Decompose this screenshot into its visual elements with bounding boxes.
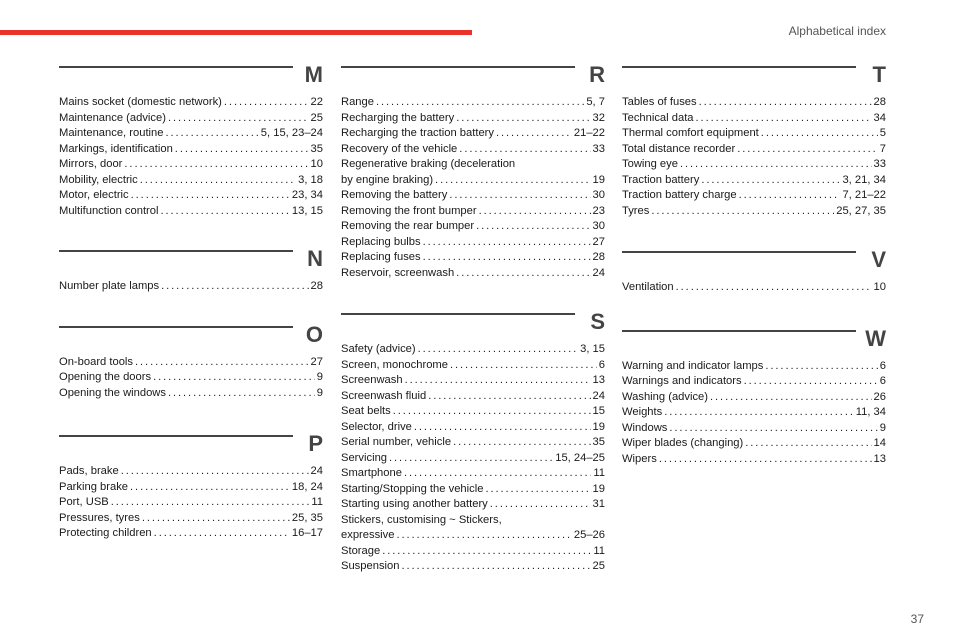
index-entry — [341, 126, 605, 142]
entry-pages: 25 — [592, 560, 605, 572]
entry-term: Thermal comfort equipment — [622, 127, 759, 139]
dot-leader — [168, 386, 315, 402]
entry-pages: 9 — [879, 421, 886, 434]
entry-term: Screenwash — [341, 374, 403, 386]
index-entry — [341, 358, 605, 374]
index-section — [59, 320, 323, 402]
entry-pages: 6 — [879, 359, 886, 372]
entry-term: Safety (advice) — [341, 343, 416, 355]
index-entry — [59, 480, 323, 496]
dot-leader — [393, 404, 591, 420]
dot-leader — [435, 173, 591, 189]
section-header — [622, 60, 886, 88]
dot-leader — [224, 95, 309, 111]
entry-term: Maintenance (advice) — [59, 111, 166, 124]
index-entry — [59, 511, 323, 527]
dot-leader — [135, 355, 309, 371]
entry-term: Markings, identification — [59, 142, 173, 155]
index-entry — [622, 280, 886, 296]
entry-pages: 19 — [592, 482, 605, 495]
dot-leader — [175, 142, 309, 158]
index-entry — [59, 279, 323, 295]
dot-leader — [382, 544, 591, 560]
index-entry — [622, 173, 886, 189]
section-rule — [59, 66, 293, 68]
entry-term: Towing eye — [622, 158, 678, 170]
index-entry — [622, 405, 886, 421]
index-entry — [622, 126, 886, 142]
index-entry — [341, 342, 605, 358]
entry-term: Traction battery — [622, 173, 700, 186]
index-section — [59, 429, 323, 542]
entry-term: Windows — [622, 421, 668, 434]
dot-leader — [404, 466, 591, 482]
dot-leader — [450, 358, 597, 374]
entry-pages: 3, 18 — [298, 173, 323, 186]
dot-leader — [696, 111, 872, 127]
index-entry — [341, 173, 605, 189]
index-entry — [59, 495, 323, 511]
entry-term: Pressures, tyres — [59, 511, 140, 524]
section-header — [59, 244, 323, 272]
entry-pages: 34 — [873, 111, 886, 124]
entry-term: Smartphone — [341, 467, 402, 479]
dot-leader — [401, 559, 590, 575]
index-entry — [341, 528, 605, 544]
dot-leader — [739, 188, 841, 204]
entry-term: Wipers — [622, 452, 657, 465]
dot-leader — [111, 495, 310, 511]
entry-term: Opening the doors — [59, 371, 152, 383]
entry-pages: 27 — [592, 235, 605, 248]
entry-pages: 3, 15 — [580, 343, 605, 355]
index-entry — [59, 188, 323, 204]
entry-term: Total distance recorder — [622, 142, 736, 155]
dot-leader — [453, 435, 590, 451]
index-entry — [341, 544, 605, 560]
dot-leader — [664, 405, 854, 421]
entry-term: Serial number, vehicle — [341, 436, 452, 448]
dot-leader — [479, 204, 591, 220]
index-entry — [622, 157, 886, 173]
entry-term: Warnings and indicators — [622, 375, 742, 387]
entry-term: Suspension — [341, 560, 400, 572]
index-entry — [622, 188, 886, 204]
dot-leader — [168, 111, 309, 127]
dot-leader — [142, 511, 290, 527]
entry-pages: 35 — [592, 436, 605, 448]
index-entry — [59, 157, 323, 173]
entry-term: Opening the windows — [59, 386, 166, 399]
dot-leader — [496, 126, 572, 142]
section-rule — [622, 330, 856, 332]
index-entry — [341, 235, 605, 251]
entry-term: Mains socket (domestic network) — [59, 96, 222, 108]
section-rule — [622, 251, 856, 253]
index-entry — [341, 142, 605, 158]
index-entry — [341, 559, 605, 575]
dot-leader — [161, 279, 308, 295]
index-entry — [341, 389, 605, 405]
entry-pages: 32 — [592, 111, 605, 124]
section-header — [622, 324, 886, 352]
entry-pages: 27 — [310, 355, 323, 368]
entry-pages: 21–22 — [573, 127, 605, 139]
entry-pages: 5, 7 — [586, 96, 605, 108]
dot-leader — [680, 157, 872, 173]
dot-leader — [124, 157, 308, 173]
entry-pages: 26 — [873, 390, 886, 403]
section-letter: O — [305, 321, 323, 347]
entry-term: On-board tools — [59, 355, 134, 368]
entry-pages: 19 — [592, 420, 605, 433]
entry-term: Selector, drive — [341, 420, 412, 433]
dot-leader — [396, 528, 571, 544]
entry-pages: 25–26 — [573, 529, 605, 541]
dot-leader — [476, 219, 590, 235]
dot-leader — [376, 95, 584, 111]
dot-leader — [130, 480, 290, 496]
entry-term: Starting using another battery — [341, 498, 488, 510]
section-rule — [59, 250, 293, 252]
index-entry — [59, 173, 323, 189]
section-header — [59, 429, 323, 457]
entry-pages: 9 — [316, 386, 323, 399]
section-header — [59, 320, 323, 348]
dot-leader — [490, 497, 591, 513]
index-entry — [59, 95, 323, 111]
index-entry — [622, 390, 886, 406]
index-column-2 — [341, 60, 605, 575]
dot-leader — [418, 342, 578, 358]
dot-leader — [405, 373, 591, 389]
dot-leader — [456, 111, 590, 127]
index-entry — [341, 250, 605, 266]
entry-pages: 19 — [592, 173, 605, 186]
entry-pages: 18, 24 — [291, 480, 323, 493]
dot-leader — [745, 436, 871, 452]
entry-pages: 7, 21–22 — [842, 189, 886, 201]
entry-pages: 3, 21, 34 — [842, 173, 886, 186]
entry-term: Recharging the battery — [341, 111, 455, 124]
dot-leader — [737, 142, 878, 158]
entry-pages: 15 — [592, 405, 605, 417]
section-letter: M — [304, 62, 323, 87]
entry-pages: 7 — [879, 142, 886, 155]
entry-term: Storage — [341, 544, 381, 557]
entry-term: Number plate lamps — [59, 280, 160, 292]
index-entry — [341, 204, 605, 220]
dot-leader — [131, 188, 290, 204]
index-entry — [341, 188, 605, 204]
entry-pages: 15, 24–25 — [555, 451, 605, 464]
entry-pages: 28 — [310, 280, 323, 292]
entry-pages: 22 — [310, 96, 323, 108]
section-header — [59, 60, 323, 88]
section-rule — [59, 435, 293, 437]
section-rule — [341, 313, 575, 315]
index-entry — [59, 370, 323, 386]
section-header — [341, 307, 605, 335]
dot-leader — [669, 421, 877, 437]
entry-term: Pads, brake — [59, 465, 119, 477]
entry-pages: 5 — [879, 127, 886, 139]
section-rule — [59, 326, 293, 328]
header-title: Alphabetical index — [788, 24, 886, 38]
index-entry — [622, 95, 886, 111]
entry-term: Parking brake — [59, 480, 129, 493]
entry-term: Recovery of the vehicle — [341, 142, 458, 155]
entry-term: Washing (advice) — [622, 390, 709, 403]
index-entry — [341, 219, 605, 235]
entry-term: Replacing fuses — [341, 251, 421, 263]
page-number: 37 — [910, 612, 924, 626]
entry-pages: 33 — [592, 142, 605, 155]
dot-leader — [154, 526, 290, 542]
entry-pages: 23, 34 — [291, 189, 323, 201]
entry-term: Starting/Stopping the vehicle — [341, 482, 484, 495]
entry-pages: 5, 15, 23–24 — [260, 127, 323, 139]
index-entry — [59, 386, 323, 402]
index-entry — [341, 404, 605, 420]
entry-term: Replacing bulbs — [341, 235, 421, 248]
section-letter: N — [307, 246, 323, 271]
index-section — [341, 60, 605, 281]
entry-pages: 6 — [879, 375, 886, 387]
index-column-1 — [59, 60, 323, 542]
dot-leader — [744, 374, 878, 390]
section-rule — [341, 66, 575, 68]
entry-pages: 28 — [592, 251, 605, 263]
section-letter: P — [308, 431, 323, 456]
index-entry — [341, 266, 605, 282]
entry-term: by engine braking) — [341, 173, 434, 186]
index-entry — [341, 497, 605, 513]
entry-pages: 11 — [593, 467, 605, 479]
section-header — [341, 60, 605, 88]
entry-term: Protecting children — [59, 527, 152, 539]
index-entry — [622, 374, 886, 390]
section-letter: V — [871, 247, 886, 272]
entry-term: Screen, monochrome — [341, 358, 448, 371]
dot-leader — [165, 126, 258, 142]
index-entry — [341, 95, 605, 111]
entry-term: Wiper blades (changing) — [622, 437, 744, 449]
dot-leader — [676, 280, 872, 296]
entry-pages: 23 — [592, 204, 605, 217]
entry-pages: 24 — [592, 266, 605, 279]
entry-term: Ventilation — [622, 281, 674, 293]
dot-leader — [121, 464, 309, 480]
entry-term: Removing the rear bumper — [341, 220, 475, 232]
entry-pages: 6 — [598, 358, 605, 371]
entry-term: Servicing — [341, 451, 388, 464]
entry-pages: 24 — [592, 389, 605, 402]
entry-term: Motor, electric — [59, 189, 129, 201]
entry-term: Reservoir, screenwash — [341, 266, 455, 279]
index-entry — [341, 420, 605, 436]
entry-pages: 11 — [593, 544, 605, 557]
entry-term: Removing the front bumper — [341, 204, 477, 217]
dot-leader — [456, 266, 590, 282]
dot-leader — [701, 173, 840, 189]
index-entry — [622, 142, 886, 158]
index-entry-line: Stickers, customising ~ Stickers, — [341, 513, 502, 526]
dot-leader — [161, 204, 290, 220]
index-entry — [341, 373, 605, 389]
entry-term: Traction battery charge — [622, 189, 737, 201]
dot-leader — [761, 126, 878, 142]
dot-leader — [659, 452, 872, 468]
index-section — [622, 60, 886, 219]
index-entry — [341, 451, 605, 467]
entry-term: Warning and indicator lamps — [622, 359, 764, 372]
section-letter: R — [589, 62, 605, 87]
index-entry — [341, 466, 605, 482]
section-letter: W — [865, 325, 886, 351]
entry-term: Removing the battery — [341, 189, 448, 201]
entry-pages: 31 — [592, 498, 605, 510]
index-section — [622, 324, 886, 468]
dot-leader — [414, 420, 591, 436]
entry-pages: 13 — [873, 452, 886, 465]
entry-pages: 16–17 — [291, 527, 323, 539]
dot-leader — [710, 390, 872, 406]
entry-term: Seat belts — [341, 405, 391, 417]
entry-pages: 11, 34 — [855, 406, 886, 418]
index-entry — [341, 435, 605, 451]
entry-pages: 30 — [592, 189, 605, 201]
index-entry — [59, 111, 323, 127]
dot-leader — [423, 235, 591, 251]
entry-term: expressive — [341, 529, 395, 541]
dot-leader — [699, 95, 872, 111]
entry-pages: 28 — [873, 96, 886, 108]
entry-pages: 13 — [592, 374, 605, 386]
index-entry — [59, 126, 323, 142]
entry-term: Tyres — [622, 204, 650, 217]
dot-leader — [428, 389, 590, 405]
index-entry — [59, 204, 323, 220]
entry-pages: 13, 15 — [291, 204, 323, 217]
index-entry — [622, 359, 886, 375]
entry-term: Maintenance, routine — [59, 127, 164, 139]
entry-pages: 14 — [873, 437, 886, 449]
entry-term: Weights — [622, 406, 663, 418]
index-section — [341, 307, 605, 575]
index-section — [59, 60, 323, 219]
index-entry — [59, 355, 323, 371]
dot-leader — [765, 359, 877, 375]
entry-term: Tables of fuses — [622, 96, 697, 108]
entry-pages: 9 — [316, 371, 323, 383]
entry-pages: 11 — [311, 496, 323, 508]
index-entry — [59, 464, 323, 480]
entry-pages: 35 — [310, 142, 323, 155]
header-accent-bar — [0, 30, 472, 35]
entry-term: Technical data — [622, 111, 694, 124]
section-rule — [622, 66, 856, 68]
entry-pages: 24 — [310, 465, 323, 477]
index-entry — [59, 142, 323, 158]
dot-leader — [459, 142, 590, 158]
entry-term: Screenwash fluid — [341, 389, 427, 402]
dot-leader — [140, 173, 296, 189]
entry-term: Port, USB — [59, 496, 109, 508]
index-section — [59, 244, 323, 295]
entry-pages: 10 — [310, 158, 323, 170]
entry-term: Multifunction control — [59, 204, 159, 217]
index-entry-line: Regenerative braking (deceleration — [341, 158, 516, 170]
entry-pages: 25, 35 — [291, 511, 323, 524]
entry-pages: 10 — [873, 281, 886, 293]
index-entry — [341, 111, 605, 127]
entry-term: Mobility, electric — [59, 173, 138, 186]
entry-pages: 30 — [592, 220, 605, 232]
entry-pages: 25, 27, 35 — [836, 204, 886, 217]
index-entry — [341, 482, 605, 498]
entry-term: Recharging the traction battery — [341, 127, 494, 139]
index-entry — [622, 452, 886, 468]
dot-leader — [485, 482, 590, 498]
section-letter: S — [590, 309, 605, 334]
index-entry — [622, 436, 886, 452]
index-section — [622, 245, 886, 296]
dot-leader — [423, 250, 591, 266]
dot-leader — [153, 370, 315, 386]
section-header — [622, 245, 886, 273]
index-entry — [59, 526, 323, 542]
index-entry — [622, 421, 886, 437]
dot-leader — [389, 451, 553, 467]
index-entry — [622, 204, 886, 220]
section-letter: T — [872, 62, 886, 87]
dot-leader — [449, 188, 590, 204]
entry-term: Mirrors, door — [59, 158, 123, 170]
dot-leader — [651, 204, 834, 220]
index-entry — [622, 111, 886, 127]
entry-term: Range — [341, 96, 374, 108]
entry-pages: 33 — [873, 158, 886, 170]
entry-pages: 25 — [310, 111, 323, 124]
index-column-3 — [622, 60, 886, 467]
